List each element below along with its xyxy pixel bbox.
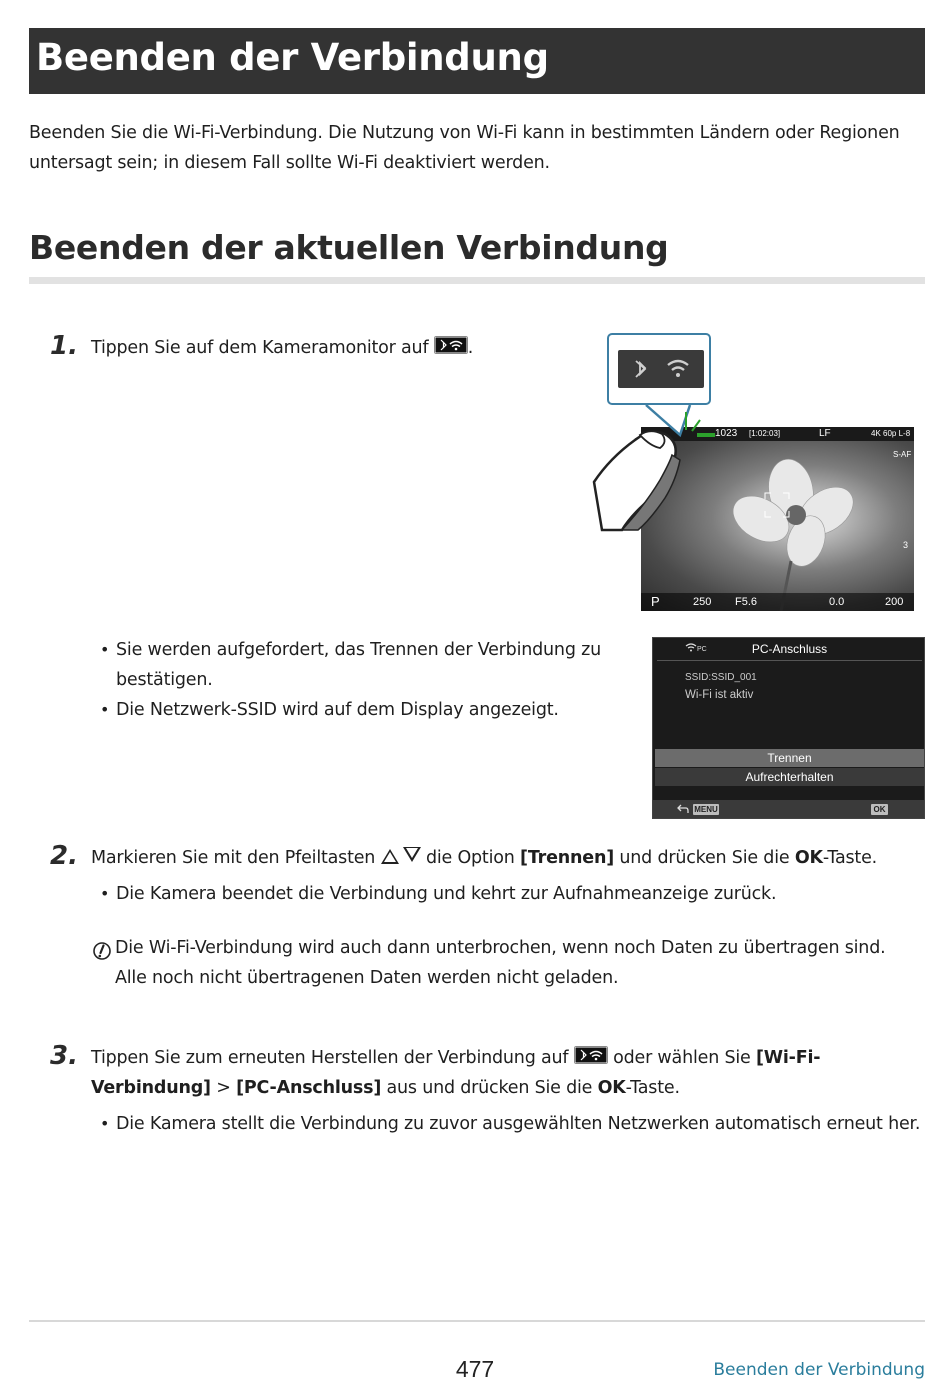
- section-underline: [29, 277, 925, 284]
- step-3-number: 3.: [50, 1041, 78, 1071]
- step-2-note-line-1: Die Wi-Fi-Verbindung wird auch dann unterbrochen, wenn noch Daten zu übertragen sind.: [115, 938, 886, 958]
- menu-divider: [657, 660, 922, 661]
- step-3-text-c: aus und drücken Sie die: [386, 1078, 593, 1098]
- step-2-text-b: die Option: [425, 848, 515, 868]
- intro-text: Beenden Sie die Wi-Fi-Verbindung. Die Nutzung von Wi-Fi kann in bestimmten Ländern oder Regionen untersagt sein; in diesem Fall sollte Wi-Fi deaktiviert werden.: [29, 123, 900, 173]
- step-3-menu-1a: [Wi-Fi-: [755, 1048, 821, 1068]
- lcd-ev: 0.0: [829, 596, 845, 608]
- lcd-af: S-AF: [893, 450, 912, 459]
- lcd-quality: LF: [819, 428, 831, 439]
- step-3-line-1: [91, 1043, 820, 1073]
- lcd-video: 4K 60p L-8: [871, 429, 911, 438]
- menu-option-keep: Aufrechterhalten: [655, 768, 924, 786]
- lcd-time: [1:02:03]: [749, 429, 781, 438]
- step-2-text-d: -Taste.: [822, 848, 877, 868]
- lcd-shots: 1023: [715, 428, 738, 439]
- step-2-number: 2.: [50, 841, 78, 871]
- menu-ssid: SSID:SSID_001: [685, 672, 757, 683]
- lcd-count: 3: [903, 540, 909, 550]
- lcd-shutter: 250: [693, 596, 712, 608]
- lcd-iso: 200: [885, 596, 904, 608]
- step-3-bullet-1: • Die Kamera stellt die Verbindung zu zuvor ausgewählten Netzwerken automatisch erneut her.: [100, 1109, 930, 1139]
- menu-footer: [653, 800, 924, 818]
- caution-icon: [92, 941, 112, 961]
- footer-section-link[interactable]: Beenden der Verbindung: [713, 1360, 925, 1380]
- camera-monitor-illustration: [590, 330, 930, 615]
- step-2-bullet-1: • Die Kamera beendet die Verbindung und kehrt zur Aufnahmeanzeige zurück.: [100, 879, 920, 909]
- step-2-ok: OK: [794, 848, 823, 868]
- arrow-down-icon: [403, 847, 421, 862]
- step-1-text-after: .: [467, 338, 474, 358]
- step-3-separator: >: [216, 1078, 231, 1098]
- step-2-note-line-2: Alle noch nicht übertragenen Daten werden nicht geladen.: [115, 968, 619, 988]
- lcd-mode: P: [651, 594, 660, 609]
- menu-status: Wi-Fi ist aktiv: [685, 689, 754, 701]
- step-2-text-a: Markieren Sie mit den Pfeiltasten: [91, 848, 376, 868]
- step-2-text-c: und drücken Sie die: [619, 848, 790, 868]
- step-3-menu-2: [PC-Anschluss]: [236, 1078, 382, 1098]
- step-1-text: [91, 333, 473, 363]
- wifi-connection-icon: [434, 336, 468, 354]
- wifi-connection-icon-2: [574, 1046, 608, 1064]
- step-2-option: [Trennen]: [520, 848, 615, 868]
- step-2-text: [91, 843, 877, 873]
- lcd-aperture: F5.6: [735, 596, 758, 608]
- bluetooth-icon: [636, 361, 645, 377]
- callout-box: [607, 333, 711, 405]
- arrow-up-icon: [381, 849, 399, 864]
- page-number: 477: [455, 1356, 495, 1382]
- step-3-line-2: [91, 1073, 680, 1103]
- menu-key: MENU: [694, 805, 718, 814]
- title-bar: [29, 28, 925, 94]
- page-title: Beenden der Verbindung: [36, 36, 549, 79]
- ok-key: OK: [871, 804, 888, 815]
- step-1-number: 1.: [50, 331, 78, 361]
- step-3-ok: OK: [597, 1078, 626, 1098]
- step-3-text-b: oder wählen Sie: [613, 1048, 751, 1068]
- menu-wifi-label: PC: [697, 646, 707, 653]
- step-3-text-d: -Taste.: [625, 1078, 680, 1098]
- wireless-status-panel: [618, 350, 704, 388]
- step-3-menu-1b: Verbindung]: [91, 1078, 211, 1098]
- step-1-bullet-1: • Sie werden aufgefordert, das Trennen der Verbindung zu bestätigen.: [100, 635, 620, 695]
- step-1-text-before: Tippen Sie auf dem Kameramonitor auf: [91, 338, 429, 358]
- footer-divider: [29, 1320, 925, 1322]
- back-arrow-icon: [677, 804, 689, 814]
- step-1-bullet-2: • Die Netzwerk-SSID wird auf dem Display angezeigt.: [100, 695, 620, 725]
- menu-title: PC-Anschluss: [751, 642, 828, 656]
- pc-connection-menu: [652, 637, 925, 819]
- section-title: Beenden der aktuellen Verbindung: [29, 228, 669, 267]
- step-3-text-a: Tippen Sie zum erneuten Herstellen der Verbindung auf: [91, 1048, 569, 1068]
- menu-option-disconnect: Trennen: [655, 749, 924, 767]
